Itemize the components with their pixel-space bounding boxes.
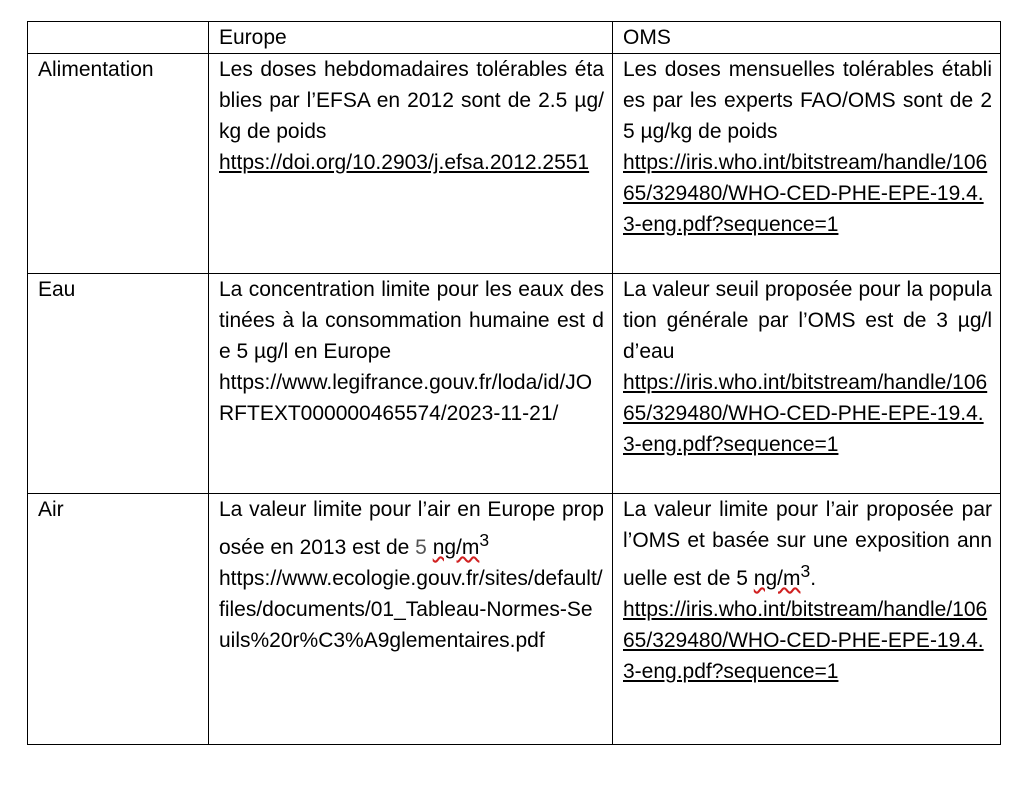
header-europe: Europe xyxy=(209,22,613,54)
table-row-air xyxy=(28,494,1001,745)
europe-air-text: La valeur limite pour l’air en Europe proposée en 2013 est de xyxy=(219,498,604,559)
row-label-eau: Eau xyxy=(28,274,209,494)
oms-air-unit: ng/m xyxy=(753,567,801,590)
oms-air-end: . xyxy=(810,567,817,590)
europe-air-text-line xyxy=(219,494,604,563)
oms-eau-link[interactable]: https://iris.who.int/bitstream/handle/10665/329480/WHO-CED-PHE-EPE-19.4.3-eng.pdf?sequence=1 xyxy=(623,371,988,456)
europe-alimentation-text: Les doses hebdomadaires tolérables établies par l’EFSA en 2012 sont de 2.5 µg/kg de poids xyxy=(219,58,604,143)
header-row xyxy=(28,22,1001,54)
oms-alimentation-text: Les doses mensuelles tolérables établies par les experts FAO/OMS sont de 25 µg/kg de poids xyxy=(623,58,992,143)
row-label-alimentation: Alimentation xyxy=(28,54,209,274)
cell-europe-eau xyxy=(209,274,613,494)
cell-europe-air xyxy=(209,494,613,745)
europe-air-value: 5 xyxy=(415,536,427,559)
oms-air-exponent: 3 xyxy=(800,561,811,581)
europe-air-exponent: 3 xyxy=(479,530,490,550)
cell-oms-alimentation xyxy=(613,54,1001,274)
table-row-alimentation xyxy=(28,54,1001,274)
cell-europe-alimentation xyxy=(209,54,613,274)
europe-air-unit: ng/m xyxy=(432,536,480,559)
row-label-air: Air xyxy=(28,494,209,745)
oms-alimentation-link[interactable]: https://iris.who.int/bitstream/handle/10665/329480/WHO-CED-PHE-EPE-19.4.3-eng.pdf?sequence=1 xyxy=(623,151,988,236)
table-row-eau xyxy=(28,274,1001,494)
europe-alimentation-link[interactable]: https://doi.org/10.2903/j.efsa.2012.2551 xyxy=(219,151,590,174)
europe-eau-source: https://www.legifrance.gouv.fr/loda/id/JORFTEXT000000465574/2023-11-21/ xyxy=(219,371,593,425)
oms-air-link[interactable]: https://iris.who.int/bitstream/handle/10665/329480/WHO-CED-PHE-EPE-19.4.3-eng.pdf?sequence=1 xyxy=(623,598,988,683)
cell-oms-eau xyxy=(613,274,1001,494)
europe-eau-text: La concentration limite pour les eaux destinées à la consommation humaine est de 5 µg/l en Europe xyxy=(219,278,604,363)
header-oms: OMS xyxy=(613,22,1001,54)
europe-air-source: https://www.ecologie.gouv.fr/sites/default/files/documents/01_Tableau-Normes-Seuils%20r%C3%A9glementaires.pdf xyxy=(219,567,603,652)
header-corner-cell xyxy=(28,22,209,54)
oms-air-text: La valeur limite pour l’air proposée par l’OMS et basée sur une exposition annuelle est de 5 xyxy=(623,498,992,590)
cell-oms-air xyxy=(613,494,1001,745)
oms-air-text-line xyxy=(623,494,992,594)
oms-eau-text: La valeur seuil proposée pour la population générale par l’OMS est de 3 µg/l d’eau xyxy=(623,278,992,363)
comparison-table xyxy=(27,21,1001,745)
